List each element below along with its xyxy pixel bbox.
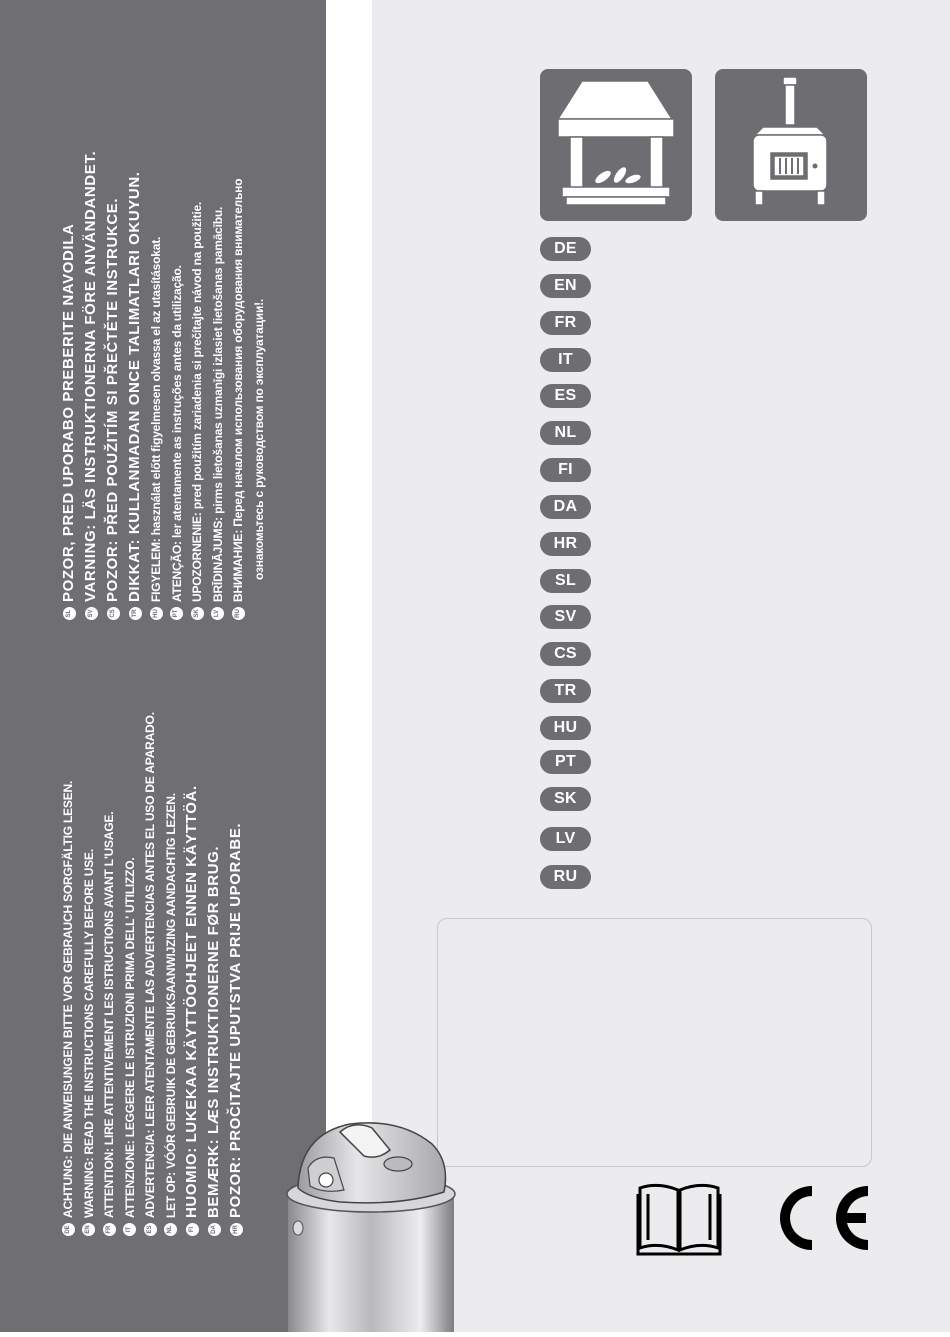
language-badge: HR	[230, 1223, 243, 1236]
language-badge: DA	[208, 1223, 221, 1236]
warning-text: BEMÆRK: LÆS INSTRUKTIONERNE FØR BRUG.	[205, 845, 222, 1218]
warning-line	[228, 60, 249, 620]
warning-line	[225, 676, 247, 1236]
warning-text: POZOR: PŘED POUŽITÍM SI PŘEČTĚTE INSTRUKCE.	[104, 197, 121, 602]
language-pill-nl: NL	[540, 421, 591, 445]
language-pill-de: DE	[540, 237, 591, 261]
ash-vacuum-illustration	[280, 1110, 462, 1332]
language-pill-cs: CS	[540, 642, 591, 666]
language-pill-hr: HR	[540, 532, 591, 556]
warning-line	[146, 60, 167, 620]
warning-text: ознакомьтесь с руководством по эксплуатации!.	[251, 298, 266, 580]
language-badge: FR	[103, 1223, 116, 1236]
warning-line	[249, 60, 270, 620]
language-pill-es: ES	[540, 384, 591, 408]
language-pill-tr: TR	[540, 679, 591, 703]
wood-stove-icon	[715, 69, 867, 221]
language-badge: FI	[186, 1223, 199, 1236]
open-book-icon	[636, 1180, 722, 1256]
warning-text: ACHTUNG: DIE ANWEISUNGEN BITTE VOR GEBRAUCH SORGFÄLTIG LESEN.	[61, 780, 75, 1218]
warning-line	[58, 60, 80, 620]
warning-text: DIKKAT: KULLANMADAN ONCE TALIMATLARI OKUYUN.	[126, 171, 143, 602]
warning-list-group-2	[58, 60, 269, 620]
warning-text: WARNING: READ THE INSTRUCTIONS CAREFULLY BEFORE USE.	[81, 849, 96, 1218]
warning-text: HUOMIO: LUKEKAA KÄYTTÖOHJEET ENNEN KÄYTTÖÄ.	[183, 785, 200, 1218]
language-badge: DE	[62, 1223, 75, 1236]
language-pill-sv: SV	[540, 605, 591, 629]
language-pill-fi: FI	[540, 458, 591, 482]
warning-line	[161, 676, 182, 1236]
warning-line	[167, 60, 188, 620]
warning-line	[79, 676, 100, 1236]
warning-text: ATENÇÃO: ler atentamente as instruções antes da utilização.	[169, 265, 184, 602]
warning-text: ATTENZIONE: LEGGERE LE ISTRUZIONI PRIMA DELL' UTILIZZO.	[122, 857, 137, 1218]
language-badge: SK	[191, 607, 204, 620]
language-pill-da: DA	[540, 495, 591, 519]
language-pill-lv: LV	[540, 827, 591, 851]
warning-line	[99, 676, 120, 1236]
language-pill-pt: PT	[540, 750, 591, 774]
warning-text: ВНИМАНИЕ: Перед началом использования оборудования внимательно	[231, 178, 245, 602]
warning-text: POZOR, PRED UPORABO PREBERITE NAVODILA	[60, 223, 77, 602]
language-pill-sl: SL	[540, 569, 591, 593]
warning-text: UPOZORNENIE: pred použitím zariadenia si prečítajte návod na použitie.	[190, 201, 204, 602]
warning-text: LET OP: VÓÓR GEBRUIK DE GEBRUIKSAANWIJZING AANDACHTIG LEZEN.	[163, 793, 178, 1218]
warning-line	[124, 60, 146, 620]
language-badge: TR	[129, 607, 142, 620]
warning-line	[203, 676, 225, 1236]
warning-line	[208, 60, 229, 620]
warning-line	[187, 60, 208, 620]
language-badge: LV	[211, 607, 224, 620]
warning-text: ATTENTION: LIRE ATTENTIVEMENT LES ISTRUCTIONS AVANT L'USAGE.	[102, 811, 116, 1218]
fireplace-icon	[540, 69, 692, 221]
language-badge: RU	[232, 607, 245, 620]
language-badge: SV	[85, 607, 98, 620]
language-badge: IT	[123, 1223, 136, 1236]
language-pill-ru: RU	[540, 865, 591, 889]
warning-text: FIGYELEM: használat előtt figyelmesen olvassa el az utasításokat.	[149, 236, 163, 602]
warning-line	[120, 676, 141, 1236]
warning-line	[58, 676, 79, 1236]
language-badge: PT	[170, 607, 183, 620]
warning-text: VARNING: LÄS INSTRUKTIONERNA FÖRE ANVÄNDANDET.	[82, 150, 99, 602]
warning-list-group-1	[58, 676, 247, 1236]
language-pill-sk: SK	[540, 787, 591, 811]
product-info-box	[437, 918, 872, 1167]
language-badge: ES	[144, 1223, 157, 1236]
language-badge: EN	[82, 1223, 95, 1236]
warning-text: POZOR: PROČITAJTE UPUTSTVA PRIJE UPORABE.	[227, 822, 244, 1218]
warning-text: ADVERTENCIA: LEER ATENTAMENTE LAS ADVERTENCIAS ANTES EL USO DE APARADO.	[143, 712, 157, 1218]
warning-line	[102, 60, 124, 620]
warning-line	[80, 60, 102, 620]
ce-mark-icon	[768, 1180, 872, 1256]
language-badge: NL	[164, 1223, 177, 1236]
language-pill-it: IT	[540, 348, 591, 372]
language-pill-en: EN	[540, 274, 591, 298]
warning-text: BRĪDINĀJUMS: pirms lietošanas uzmanīgi izlasiet lietošanas pamācību.	[210, 206, 225, 602]
language-badge: SL	[63, 607, 76, 620]
language-pill-hu: HU	[540, 716, 591, 740]
language-badge: CS	[107, 607, 120, 620]
warning-line	[181, 676, 203, 1236]
language-pill-fr: FR	[540, 311, 591, 335]
language-badge: HU	[150, 607, 163, 620]
warning-line	[140, 676, 161, 1236]
